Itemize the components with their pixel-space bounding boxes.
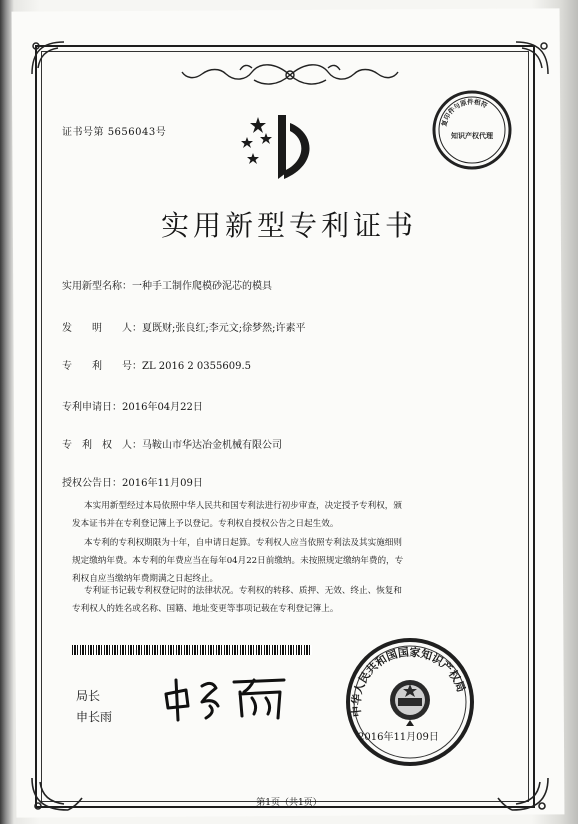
corner-ornament-top-right xyxy=(512,38,552,78)
field-inventors: 发 明 人：夏既财;张良红;李元文;徐梦然;许素平 xyxy=(62,323,306,334)
corner-ornament-top-left xyxy=(28,38,68,78)
paragraph-term: 本专利的专利权期限为十年，自申请日起算。专利权人应当依照专利法及其实施细则 规定缴纳年费。本专利的年费应当在每年04月22日前缴纳。未按照规定缴纳年费的，专 利权自应当缴纳年费期满之日起终止。 xyxy=(72,538,404,584)
official-seal-text: 中华人民共和国国家知识产权局 xyxy=(349,645,468,718)
paragraph-legal-status: 专利证书记载专利权登记时的法律状况。专利权的转移、质押、无效、终止、恢复和 专利权人的姓名或名称、国籍、地址变更等事项记载在专利登记簿上。 xyxy=(72,586,402,614)
corner-ornament-bottom-right xyxy=(492,774,552,814)
national-emblem-icon xyxy=(390,680,430,720)
agency-stamp-center: 知识产权代理 xyxy=(451,131,493,140)
field-grant-date: 授权公告日：2016年11月09日 xyxy=(62,478,203,489)
seal-date: 2016年11月09日 xyxy=(358,732,439,743)
field-application-date: 专利申请日：2016年04月22日 xyxy=(62,402,203,413)
certificate-number-label: 证书号第 xyxy=(62,127,104,138)
corner-ornament-bottom-left xyxy=(28,774,88,814)
agency-stamp-text: 复印件与原件相符 xyxy=(440,97,489,128)
cnipa-emblem-icon xyxy=(238,113,328,185)
barcode xyxy=(72,645,312,655)
signatory-title: 局长 xyxy=(76,689,101,703)
official-seal xyxy=(340,632,480,772)
certificate-number-value: 5656043 xyxy=(107,127,156,138)
page-number: 第1页（共1页） xyxy=(256,798,322,808)
paragraph-grant: 本实用新型经过本局依照中华人民共和国专利法进行初步审查，决定授予专利权，颁 发本证书并在专利登记簿上予以登记。专利权自授权公告之日起生效。 xyxy=(72,501,402,529)
certificate-number-suffix: 号 xyxy=(155,127,167,138)
handwritten-signature xyxy=(158,672,298,724)
top-ornament xyxy=(180,60,400,90)
field-utility-model-name: 实用新型名称：一种手工制作爬模砂泥芯的模具 xyxy=(62,281,272,292)
field-patent-number: 专 利 号：ZL 2016 2 0355609.5 xyxy=(62,361,252,372)
field-patentee: 专 利 权 人：马鞍山市华达冶金机械有限公司 xyxy=(62,440,282,451)
agency-stamp xyxy=(430,88,514,172)
certificate-number xyxy=(62,123,166,138)
certificate-title: 实用新型专利证书 xyxy=(160,209,417,242)
signatory-name: 申长雨 xyxy=(76,710,113,724)
